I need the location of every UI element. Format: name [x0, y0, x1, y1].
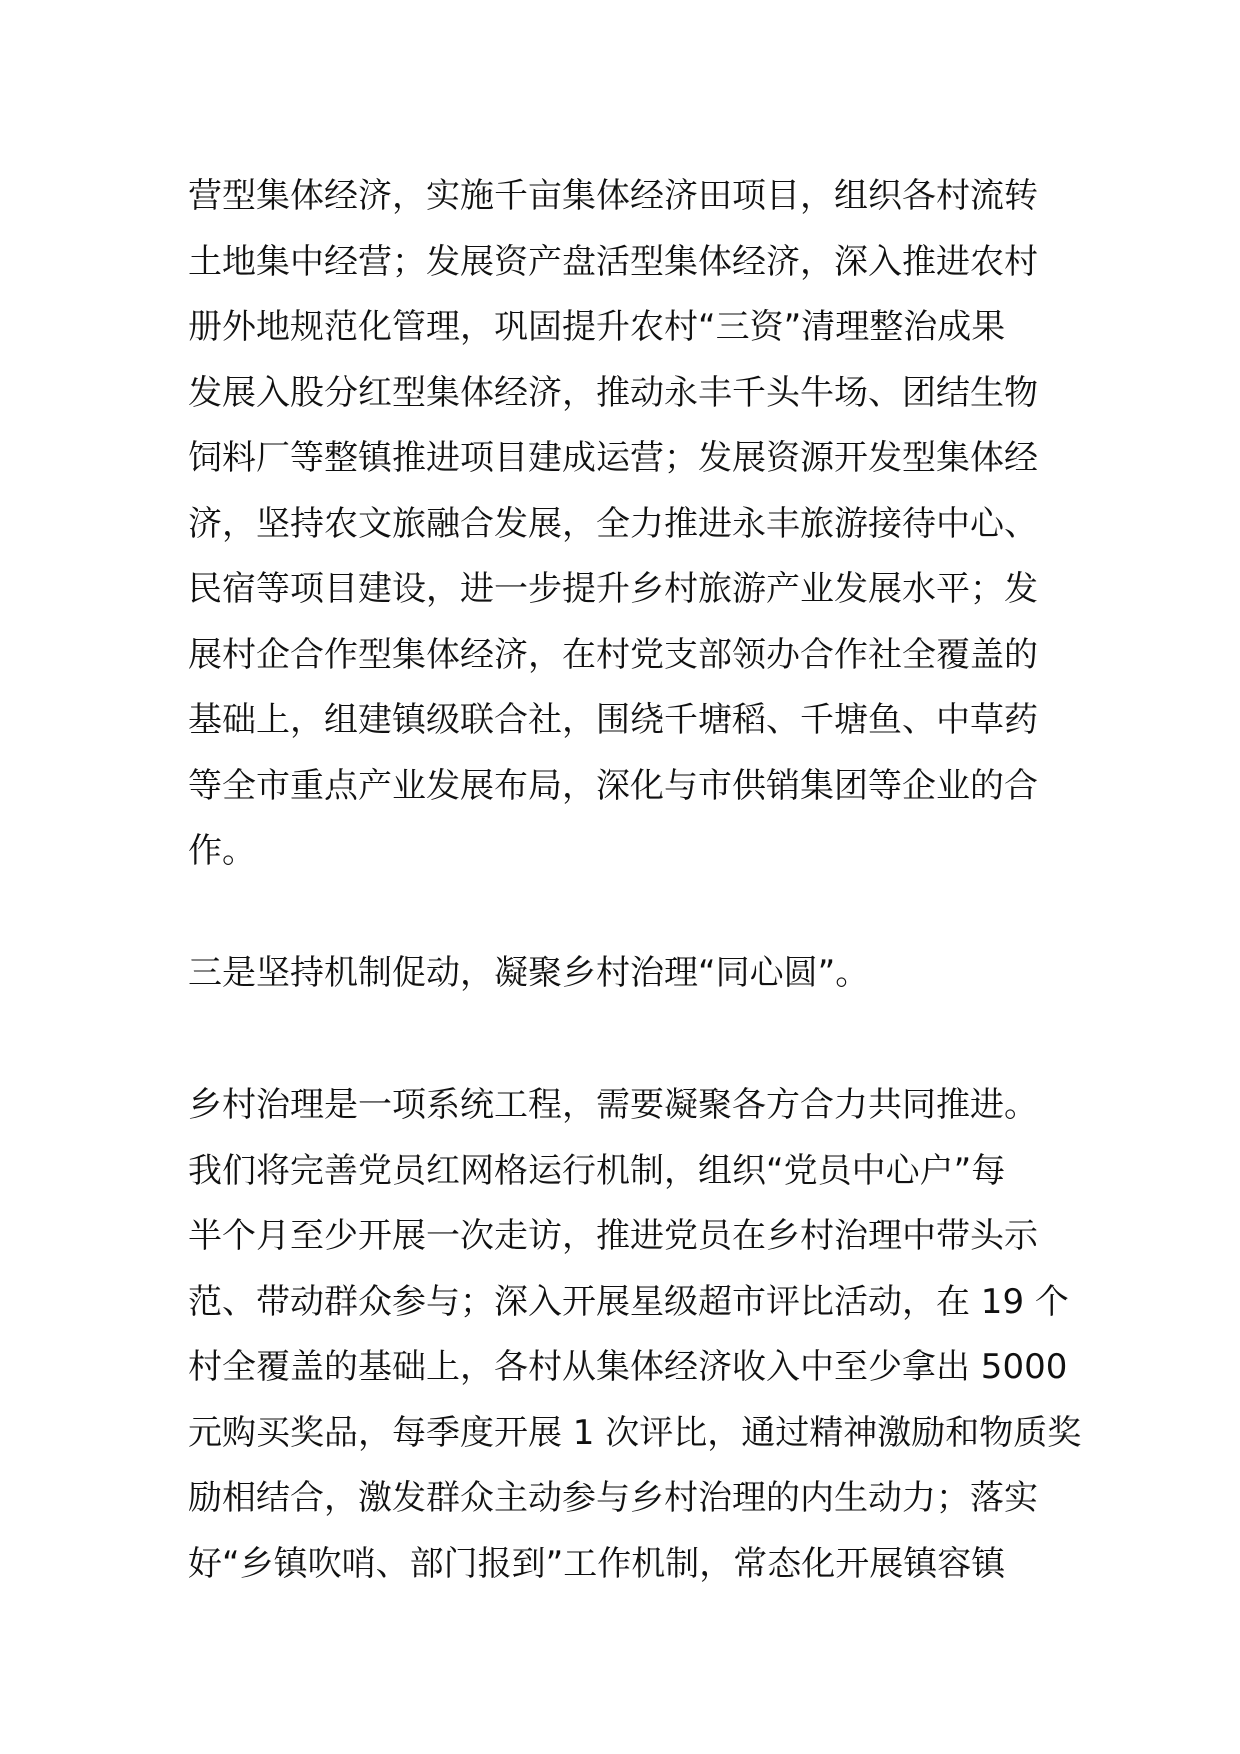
- section-heading: [188, 941, 1058, 1007]
- text-line: 营型集体经济，实施千亩集体经济田项目，组织各村流转: [188, 176, 1038, 216]
- text-line: 饲料厂等整镇推进项目建成运营；发展资源开发型集体经: [188, 438, 1038, 478]
- text-line: 基础上，组建镇级联合社，围绕千塘稻、千塘鱼、中草药: [188, 700, 1038, 740]
- text-line: 民宿等项目建设，进一步提升乡村旅游产业发展水平；发: [188, 569, 1038, 609]
- heading-text: 三是坚持机制促动，凝聚乡村治理“同心圆”。: [188, 953, 870, 993]
- text-line: 村全覆盖的基础上，各村从集体经济收入中至少拿出 5000: [188, 1347, 1068, 1387]
- paragraph-rural-governance: [188, 1073, 1082, 1597]
- text-line: 展村企合作型集体经济，在村党支部领办合作社全覆盖的: [188, 634, 1038, 675]
- text-line: 土地集中经营；发展资产盘活型集体经济，深入推进农村: [188, 241, 1038, 282]
- text-line: 作。: [188, 831, 256, 871]
- text-line: 等全市重点产业发展布局，深化与市供销集团等企业的合: [188, 765, 1038, 806]
- text-line: 励相结合，激发群众主动参与乡村治理的内生动力；落实: [188, 1478, 1038, 1518]
- text-line: 范、带动群众参与；深入开展星级超市评比活动，在 19 个: [188, 1281, 1069, 1322]
- paragraph-collective-economy: [188, 164, 1058, 885]
- text-line: 我们将完善党员红网格运行机制，组织“党员中心户”每: [188, 1150, 1006, 1191]
- text-line: 册外地规范化管理，巩固提升农村“三资”清理整治成果: [188, 307, 1006, 347]
- text-line: 乡村治理是一项系统工程，需要凝聚各方合力共同推进。: [188, 1085, 1038, 1125]
- text-line: 发展入股分红型集体经济，推动永丰千头牛场、团结生物: [188, 372, 1038, 413]
- text-line: 半个月至少开展一次走访，推进党员在乡村治理中带头示: [188, 1216, 1038, 1256]
- text-line: 元购买奖品，每季度开展 1 次评比，通过精神激励和物质奖: [188, 1412, 1082, 1453]
- text-line: 好“乡镇吹哨、部门报到”工作机制，常态化开展镇容镇: [188, 1543, 1006, 1584]
- text-line: 济，坚持农文旅融合发展，全力推进永丰旅游接待中心、: [188, 503, 1038, 544]
